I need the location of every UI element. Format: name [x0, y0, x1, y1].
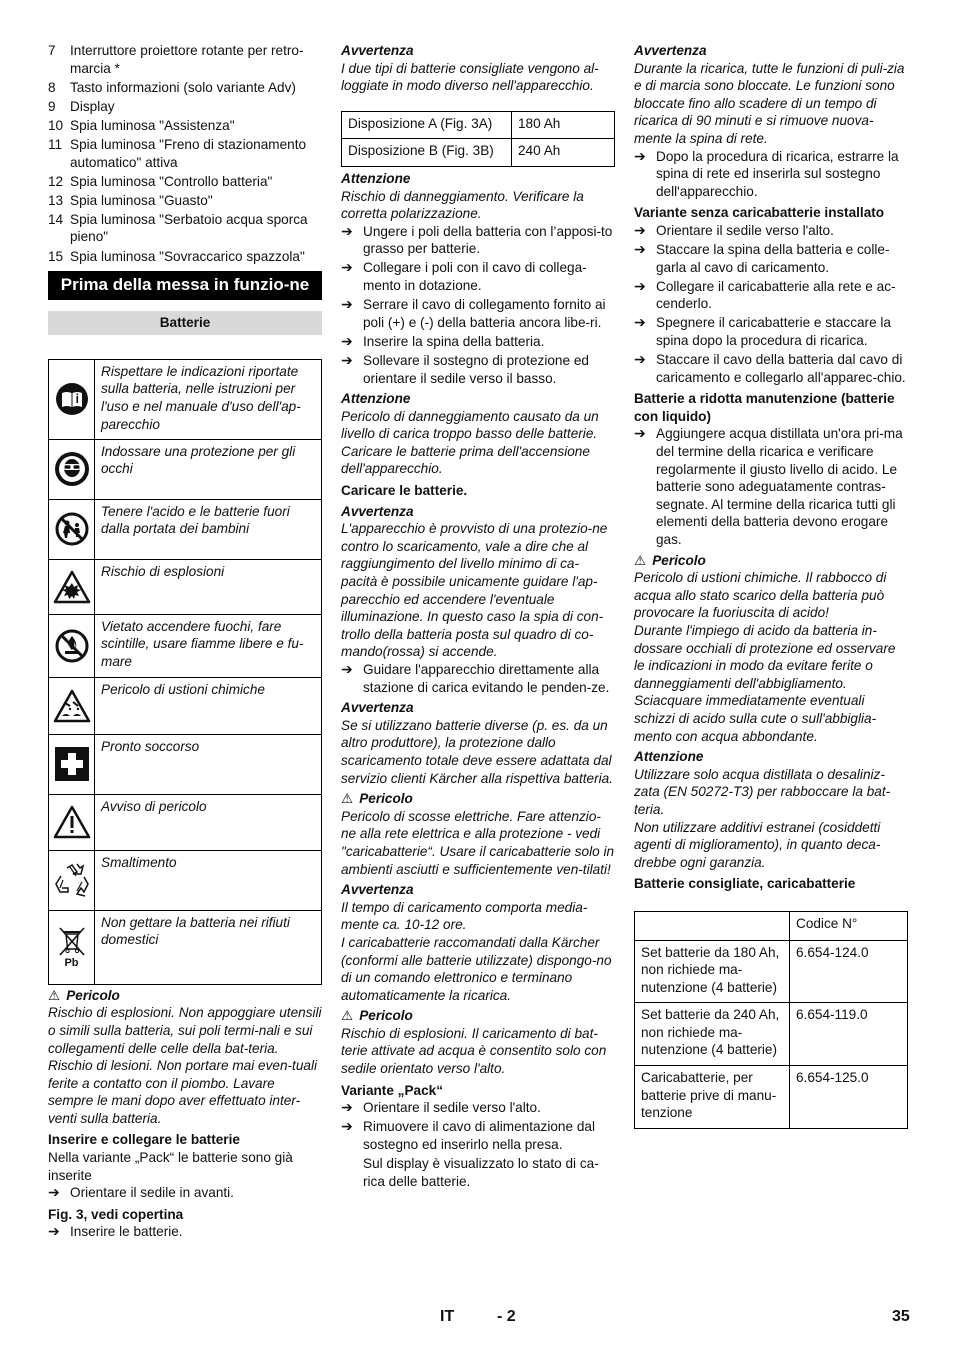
page-number: 35: [892, 1308, 910, 1325]
danger-heading: ⚠ Pericolo: [634, 552, 908, 570]
table-row: [635, 1003, 908, 1066]
legend-number: 7: [48, 43, 56, 58]
note-heading: Avvertenza: [341, 503, 414, 519]
symbol-cell: [49, 499, 95, 559]
step-item: ➔ Staccare il cavo della batteria dal cavo di caricamento e collegarlo all'apparec-chio.: [634, 351, 906, 385]
symbol-text: Smaltimento: [95, 850, 322, 910]
symbol-cell: [49, 910, 95, 984]
column-2: [341, 42, 615, 1192]
symbol-cell: [49, 677, 95, 734]
caution-text: Pericolo di danneggiamento causato da un livello di carica troppo basso delle batterie. Caricare le batterie prima dell'accensione dell'apparecchio.: [341, 408, 599, 477]
arrow-icon: ➔: [48, 1223, 60, 1240]
symbol-text: Tenere l'acido e le batterie fuori dalla portata dei bambini: [95, 499, 322, 559]
danger-heading: ⚠ Pericolo: [341, 790, 615, 808]
symbol-cell: [49, 850, 95, 910]
legend-item: [48, 117, 322, 135]
danger-text: Rischio di esplosioni. Non appoggiare utensili o simili sulla batteria, sui poli termi-nali e sui collegamenti delle celle della bat-teria.: [48, 1005, 322, 1056]
step-item: ➔ Spegnere il caricabatterie e staccare la spina dopo la procedura di ricarica.: [634, 314, 891, 348]
caution-heading: Attenzione: [341, 170, 411, 186]
symbol-cell: [49, 614, 95, 677]
arrow-icon: ➔: [341, 332, 353, 349]
legend-list: [48, 42, 322, 265]
symbol-text: Pericolo di ustioni chimiche: [95, 677, 322, 734]
arrow-icon: ➔: [48, 1184, 60, 1201]
explosion-icon: [52, 570, 91, 604]
legend-item: [48, 211, 322, 246]
step-list: [341, 1099, 615, 1153]
table-cell: Caricabatterie, per batterie prive di manu-tenzione: [635, 1066, 790, 1129]
legend-text: Spia luminosa "Serbatoio acqua sporca pieno": [70, 211, 308, 245]
no-children-icon: [52, 511, 91, 547]
symbol-row: [49, 614, 322, 677]
note-heading: Avvertenza: [341, 882, 414, 898]
step-item: ➔ Staccare la spina della batteria e colle-garla al cavo di caricamento.: [634, 241, 890, 275]
legend-number: 10: [48, 117, 64, 133]
heading: Variante senza caricabatterie installato: [634, 205, 885, 221]
warning-icon: [52, 805, 91, 839]
step-item: ➔ Orientare il sedile verso l'alto.: [341, 1099, 541, 1116]
heading: Variante „Pack“: [341, 1082, 444, 1098]
step-item: ➔ Sollevare il sostegno di protezione ed orientare il sedile verso il basso.: [341, 351, 589, 386]
arrow-icon: ➔: [341, 1099, 353, 1116]
legend-number: 14: [48, 211, 64, 227]
note-heading: Avvertenza: [341, 700, 414, 716]
symbol-text: Rischio di esplosioni: [95, 559, 322, 614]
arrow-icon: ➔: [341, 661, 353, 677]
arrow-icon: ➔: [634, 147, 646, 164]
table-header-row: [635, 911, 908, 940]
manual-icon: [52, 382, 91, 416]
arrow-icon: ➔: [634, 277, 646, 294]
arrow-icon: ➔: [634, 351, 646, 368]
legend-number: 8: [48, 79, 56, 95]
step-item: ➔ Dopo la procedura di ricarica, estrarre la spina di rete ed inserirla sul sostegno dell'apparecchio.: [634, 147, 899, 199]
step-item: ➔ Ungere i poli della batteria con l’apposi-to grasso per batterie.: [341, 222, 613, 257]
heading: Caricare le batterie.: [341, 483, 468, 499]
step-item: ➔ Serrare il cavo di collegamento fornito ai poli (+) e (-) della batteria ancora libe-ri.: [341, 296, 606, 330]
table-cell: Set batterie da 180 Ah, non richiede ma-nutenzione (4 batterie): [635, 940, 790, 1003]
legend-number: 11: [48, 136, 63, 152]
step-item: ➔ Orientare il sedile in avanti.: [48, 1184, 234, 1201]
arrow-icon: ➔: [341, 222, 353, 239]
heading: Fig. 3, vedi copertina: [48, 1206, 184, 1222]
symbol-cell: [49, 359, 95, 439]
note-text: I due tipi di batterie consigliate vengono al-loggiate in modo diverso nell'apparecchio.: [341, 60, 599, 94]
arrangement-table: [341, 111, 615, 167]
symbol-text: Indossare una protezione per gli occhi: [95, 439, 322, 499]
legend-item: [48, 98, 322, 116]
heading: Batterie a ridotta manutenzione (batterie con liquido): [634, 391, 895, 424]
legend-item: [48, 192, 322, 210]
note-heading: Avvertenza: [634, 43, 707, 58]
step-list: [634, 222, 908, 386]
heading: Batterie consigliate, caricabatterie: [634, 876, 856, 892]
legend-item: [48, 173, 322, 191]
symbol-row: [49, 559, 322, 614]
note-text: I caricabatterie raccomandati dalla Kärcher (conformi alle batterie utilizzate) dispongo-no di un comando elettronico e terminano automaticamente la ricarica.: [341, 934, 612, 1003]
table-row: [635, 940, 908, 1003]
caution-heading: Attenzione: [634, 749, 704, 765]
legend-number: 9: [48, 98, 56, 114]
no-fire-icon: [52, 628, 91, 664]
note-text: L'apparecchio è provvisto di una protezio-ne contro lo scaricamento, vale a dire che al raggiungimento del livello minimo di ca-pacità è possibile unicamente guidare l'ap-parecchio ed accendere l'eventuale illuminazione. In questo caso la spia di con-trollo della batteria posta sul quadro di co-mando(rossa) si accende.: [341, 521, 608, 660]
paragraph: Nella variante „Pack“ le batterie sono già inserite: [48, 1150, 293, 1183]
step-item: ➔ Rimuovere il cavo di alimentazione dal sostegno ed inserirlo nella presa.: [341, 1118, 595, 1152]
legend-number: 13: [48, 192, 64, 208]
danger-text: Pericolo di scosse elettriche. Fare attenzio-ne alla rete elettrica e alla protezione - vedi "caricabatterie“. Usare il caricabatterie solo in ambienti asciutti e sufficientemente ven-tilati!: [341, 808, 615, 877]
table-cell: 6.654-119.0: [790, 1003, 908, 1066]
legend-number: 12: [48, 173, 64, 189]
step-item: ➔ Guidare l'apparecchio direttamente alla stazione di carica evitando le penden-ze.: [341, 661, 610, 695]
legend-text: Spia luminosa "Controllo batteria": [70, 173, 273, 189]
symbol-row: [49, 734, 322, 794]
symbol-row: [49, 439, 322, 499]
step-item: ➔ Inserire la spina della batteria.: [341, 332, 545, 349]
legend-text: Spia luminosa "Sovraccarico spazzola": [70, 248, 305, 264]
caution-text: Rischio di danneggiamento. Verificare la corretta polarizzazione.: [341, 188, 584, 222]
pb-label: Pb: [64, 957, 79, 970]
symbol-cell: [49, 794, 95, 850]
table-cell: 240 Ah: [512, 139, 615, 167]
column-1: [48, 42, 322, 1243]
paragraph: Sul display è visualizzato lo stato di ca-rica delle batterie.: [363, 1156, 599, 1189]
symbol-text: Rispettare le indicazioni riportate sulla batteria, nelle istruzioni per l'uso e nel manuale d'uso dell'ap-parecchio: [95, 359, 322, 439]
legend-item: [48, 42, 322, 77]
caution-text: Utilizzare solo acqua distillata o desaliniz-zata (EN 50272-T3) per rabboccare la bat-teria.: [634, 766, 891, 817]
legend-text: Spia luminosa "Assistenza": [70, 117, 235, 133]
arrow-icon: ➔: [341, 296, 353, 313]
arrow-icon: ➔: [634, 425, 646, 442]
table-header-cell: [635, 911, 790, 940]
danger-text: Durante l'impiego di acido da batteria in-dossare occhiali di protezione ed osservare le indicazioni in modo da evitare ferite o danneggiamenti dell'abbigliamento.: [634, 623, 896, 691]
corrosive-icon: [52, 689, 91, 723]
danger-heading: ⚠ Pericolo: [48, 987, 322, 1005]
arrow-icon: ➔: [634, 241, 646, 258]
step-item: ➔ Inserire le batterie.: [48, 1223, 183, 1240]
no-trash-pb-icon: [52, 925, 91, 957]
symbol-row: [49, 359, 322, 439]
symbol-text: Avviso di pericolo: [95, 794, 322, 850]
legend-text: Display: [70, 98, 115, 114]
danger-text: Pericolo di ustioni chimiche. Il rabbocco di acqua allo stato scarico della batteria può provocare la fuoriuscita di acido!: [634, 570, 887, 621]
arrow-icon: ➔: [634, 221, 646, 238]
step-item: ➔ Collegare il caricabatterie alla rete e ac-cenderlo.: [634, 277, 896, 312]
legend-text: Interruttore proiettore rotante per retro-marcia *: [70, 43, 304, 76]
legend-item: [48, 79, 322, 97]
footer-subpage: - 2: [497, 1308, 516, 1325]
caution-text: Non utilizzare additivi estranei (cosiddetti agenti di miglioramento), in quanto deca-drebbe ogni garanzia.: [634, 819, 881, 870]
symbol-text: Vietato accendere fuochi, fare scintille, usare fiamme libere e fu-mare: [95, 614, 322, 677]
symbol-row: [49, 499, 322, 559]
legend-number: 15: [48, 248, 64, 264]
table-row: [342, 139, 615, 167]
symbol-row: [49, 677, 322, 734]
legend-text: Tasto informazioni (solo variante Adv): [70, 79, 296, 95]
recycle-icon: [52, 862, 91, 898]
caution-heading: Attenzione: [341, 391, 411, 407]
table-cell: 6.654-125.0: [790, 1066, 908, 1129]
heading: Inserire e collegare le batterie: [48, 1132, 240, 1148]
symbols-table: [48, 359, 322, 985]
symbol-row: [49, 910, 322, 984]
symbol-row: [49, 794, 322, 850]
table-row: [342, 111, 615, 139]
legend-item: [48, 136, 322, 171]
symbol-cell: [49, 734, 95, 794]
section-title: Prima della messa in funzio-ne: [48, 271, 322, 300]
legend-text: Spia luminosa "Guasto": [70, 192, 213, 208]
parts-table: [634, 911, 908, 1129]
symbol-text: Non gettare la batteria nei rifiuti domestici: [95, 910, 322, 984]
note-text: Durante la ricarica, tutte le funzioni di puli-zia e di marcia sono bloccate. Le funzioni sono bloccate fino allo scadere di un tempo di ricarica di 90 minuti e si rimuove nuova-mente la spina di rete.: [634, 60, 905, 146]
table-cell: 6.654-124.0: [790, 940, 908, 1003]
symbol-cell: [49, 559, 95, 614]
step-item: ➔ Aggiungere acqua distillata un'ora pri-ma del termine della ricarica e verificare regolarmente il giusto livello di acido. Le batterie sono adeguatamente contras-segnate. Al termine della ricarica tutti gli elementi della batteria devono erogare gas.: [634, 425, 903, 548]
arrow-icon: ➔: [341, 259, 353, 276]
danger-text: Rischio di lesioni. Non portare mai even-tuali ferite a contatto con il piombo. Lavare sempre le mani dopo aver effettuato inter-venti sulla batteria.: [48, 1058, 317, 1126]
step-list: [341, 223, 615, 387]
step-item: ➔ Orientare il sedile verso l'alto.: [634, 221, 834, 238]
first-aid-icon: [52, 746, 91, 782]
danger-heading: ⚠ Pericolo: [341, 1007, 615, 1025]
symbol-text: Pronto soccorso: [95, 734, 322, 794]
table-cell: Disposizione A (Fig. 3A): [342, 111, 512, 139]
goggles-icon: [52, 451, 91, 487]
step-item: ➔ Collegare i poli con il cavo di collega-mento in dotazione.: [341, 259, 587, 294]
symbol-row: [49, 850, 322, 910]
note-text: Se si utilizzano batterie diverse (p. es. da un altro produttore), la protezione dallo scaricamento totale deve essere adattata dal servizio clienti Kärcher alla rispettiva batteria.: [341, 717, 613, 786]
footer-language: IT: [440, 1308, 455, 1325]
arrow-icon: ➔: [341, 351, 353, 368]
legend-item: [48, 248, 322, 266]
table-cell: 180 Ah: [512, 111, 615, 139]
table-cell: Set batterie da 240 Ah, non richiede ma-nutenzione (4 batterie): [635, 1003, 790, 1066]
legend-text: Spia luminosa "Freno di stazionamento automatico" attiva: [70, 136, 307, 170]
note-text: Il tempo di caricamento comporta media-mente ca. 10-12 ore.: [341, 899, 588, 933]
column-3: [634, 42, 908, 1129]
note-heading: Avvertenza: [341, 43, 414, 58]
table-row: [635, 1066, 908, 1129]
table-cell: Disposizione B (Fig. 3B): [342, 139, 512, 167]
arrow-icon: ➔: [341, 1118, 353, 1135]
arrow-icon: ➔: [634, 314, 646, 331]
danger-text: Sciacquare immediatamente eventuali schizzi di acido sulla cute o sull'abbiglia-mento con acqua abbondante.: [634, 693, 877, 744]
table-header-cell: Codice N°: [790, 911, 908, 940]
symbol-cell: [49, 439, 95, 499]
danger-text: Rischio di esplosioni. Il caricamento di bat-terie attivate ad acqua è consentito solo con sedile orientato verso l'alto.: [341, 1025, 607, 1077]
subsection-title: Batterie: [48, 311, 322, 335]
